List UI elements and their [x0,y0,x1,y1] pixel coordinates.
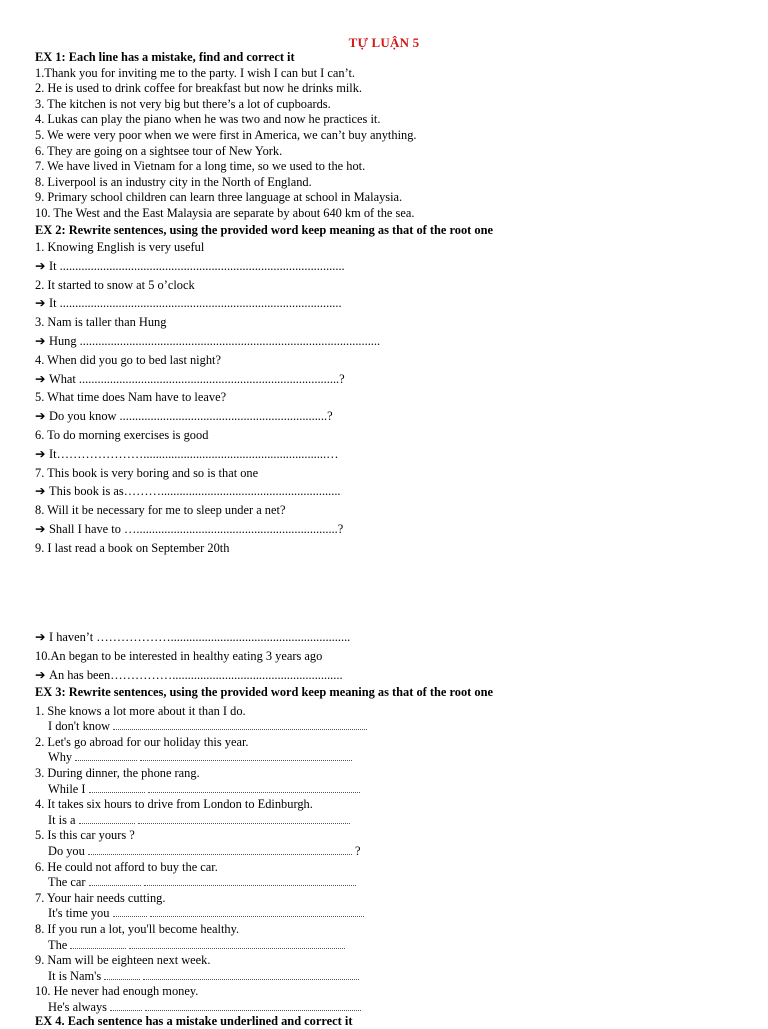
ex2-answer-prompt[interactable]: Shall I have to ….................................................................? [49,521,344,536]
ex1-item: 8. Liverpool is an industry city in the North of England. [35,174,312,189]
ex2-answer-line [35,666,735,685]
answer-blank[interactable] [144,875,356,886]
answer-blank[interactable] [70,938,126,949]
ex2-answer-prompt[interactable]: Do you know ...................................................................? [49,409,333,424]
ex2-question: 10.An began to be interested in healthy eating 3 years ago [35,648,323,663]
ex3-question: 2. Let's go abroad for our holiday this year. [35,734,249,749]
ex1-item: 2. He is used to drink coffee for breakfast but now he drinks milk. [35,81,363,96]
ex2-answer-prompt[interactable]: This book is as……….......................................................... [49,484,341,499]
ex3-answer-line [35,875,735,891]
ex1-item: 9. Primary school children can learn three language at school in Malaysia. [35,190,403,205]
ex3-question: 3. During dinner, the phone rang. [35,765,200,780]
ex1-item: 1.Thank you for inviting me to the party. I wish I can but I can’t. [35,65,356,80]
ex2-answer-line [35,332,735,351]
ex4-heading: EX 4. Each sentence has a mistake underlined and correct it [35,1014,353,1028]
ex2-answer-prompt[interactable]: It ........................................................................................... [49,296,342,311]
ex1-item: 7. We have lived in Vietnam for a long time, so we used to the hot. [35,159,366,174]
ex2-heading: EX 2: Rewrite sentences, using the provided word keep meaning as that of the root one [35,223,493,237]
ex3-question: 9. Nam will be eighteen next week. [35,953,211,968]
ex2-answer-prompt[interactable]: It…………………...........................................................… [49,446,339,461]
right-arrow-icon: ➔ [35,258,46,273]
ex3-answer-line [35,938,735,954]
answer-blank[interactable] [138,813,350,824]
exercise-3 [35,685,735,1015]
ex2-answer-line [35,370,735,389]
answer-blank[interactable] [113,906,147,917]
answer-blank[interactable] [145,1000,361,1011]
ex1-item: 3. The kitchen is not very big but there’s a lot of cupboards. [35,96,331,111]
ex2-answer-line [35,482,735,501]
ex3-question: 4. It takes six hours to drive from London to Edinburgh. [35,797,313,812]
ex3-answer-line [35,906,735,922]
ex2-question: 2. It started to snow at 5 o’clock [35,277,195,292]
ex2-answer-line [35,445,735,464]
right-arrow-icon: ➔ [35,446,46,461]
ex3-question: 6. He could not afford to buy the car. [35,859,218,874]
exercise-2-continued [35,628,735,684]
ex3-answer-prompt: It's time you [48,906,110,921]
answer-blank[interactable] [148,782,360,793]
answer-blank[interactable] [110,1000,142,1011]
right-arrow-icon: ➔ [35,296,46,311]
right-arrow-icon: ➔ [35,667,46,682]
right-arrow-icon: ➔ [35,371,46,386]
ex2-question: 6. To do morning exercises is good [35,427,209,442]
ex3-question: 1. She knows a lot more about it than I do. [35,703,246,718]
ex1-item: 10. The West and the East Malaysia are separate by about 640 km of the sea. [35,205,415,220]
ex1-item: 6. They are going on a sightsee tour of New York. [35,143,283,158]
ex3-answer-line [35,844,735,860]
ex2-question: 9. I last read a book on September 20th [35,540,230,555]
ex2-answer-prompt[interactable]: An has been……………....................................................... [49,667,343,682]
ex2-question: 8. Will it be necessary for me to sleep under a net? [35,503,286,518]
ex2-question: 1. Knowing English is very useful [35,240,205,254]
page-title: TỰ LUẬN 5 [348,35,420,50]
ex3-answer-prompt: Do you [48,843,85,858]
ex3-answer-line [35,813,735,829]
ex3-answer-line [35,782,735,798]
ex2-answer-prompt[interactable]: I haven’t ……………….......................................................... [49,630,351,644]
ex1-item: 5. We were very poor when we were first in America, we can’t buy anything. [35,127,417,142]
ex3-answer-prompt: I don't know [48,719,111,734]
answer-blank[interactable] [88,844,352,855]
ex2-question: 4. When did you go to bed last night? [35,352,221,367]
answer-blank[interactable] [143,969,359,980]
answer-blank[interactable] [140,750,352,761]
right-arrow-icon: ➔ [35,630,46,644]
ex3-answer-prompt: The car [48,875,86,890]
answer-blank[interactable] [89,782,145,793]
ex2-answer-prompt[interactable]: It ............................................................................................ [49,258,345,273]
answer-blank[interactable] [75,750,137,761]
right-arrow-icon: ➔ [35,521,46,536]
right-arrow-icon: ➔ [35,484,46,499]
ex3-question: 7. Your hair needs cutting. [35,890,166,905]
ex3-answer-line [35,719,735,735]
ex3-question: 10. He never had enough money. [35,984,199,999]
ex3-question: 5. Is this car yours ? [35,828,135,843]
question-mark: ? [355,843,361,858]
ex3-answer-prompt: The [48,937,68,952]
ex2-question: 3. Nam is taller than Hung [35,315,167,330]
answer-blank[interactable] [104,969,140,980]
ex1-heading: EX 1: Each line has a mistake, find and correct it [35,50,295,64]
ex2-question: 7. This book is very boring and so is that one [35,465,259,480]
ex2-answer-line [35,257,735,276]
ex3-heading: EX 3: Rewrite sentences, using the provided word keep meaning as that of the root one [35,685,493,699]
ex3-answer-prompt: It is Nam's [48,968,102,983]
ex3-answer-prompt: He's always [48,999,108,1014]
ex2-answer-line [35,520,735,539]
ex3-answer-prompt: It is a [48,812,76,827]
answer-blank[interactable] [89,875,141,886]
ex2-answer-line [35,294,735,313]
ex2-question: 5. What time does Nam have to leave? [35,390,227,405]
ex3-answer-line [35,750,735,766]
exercise-1 [35,50,735,222]
answer-blank[interactable] [129,938,345,949]
ex2-answer-prompt[interactable]: Hung ................................................................................................. [49,333,381,348]
ex3-answer-prompt: Why [48,750,73,765]
exercise-2 [35,222,735,558]
answer-blank[interactable] [113,719,367,730]
right-arrow-icon: ➔ [35,333,46,348]
ex2-answer-prompt[interactable]: What ....................................................................................? [49,371,345,386]
ex2-answer-line [35,628,735,647]
answer-blank[interactable] [79,813,135,824]
ex3-question: 8. If you run a lot, you'll become healthy. [35,921,240,936]
ex1-item: 4. Lukas can play the piano when he was two and now he practices it. [35,112,381,127]
ex3-answer-line [35,969,735,985]
ex3-answer-prompt: While I [48,781,86,796]
ex2-answer-line [35,407,735,426]
answer-blank[interactable] [150,906,364,917]
right-arrow-icon: ➔ [35,409,46,424]
